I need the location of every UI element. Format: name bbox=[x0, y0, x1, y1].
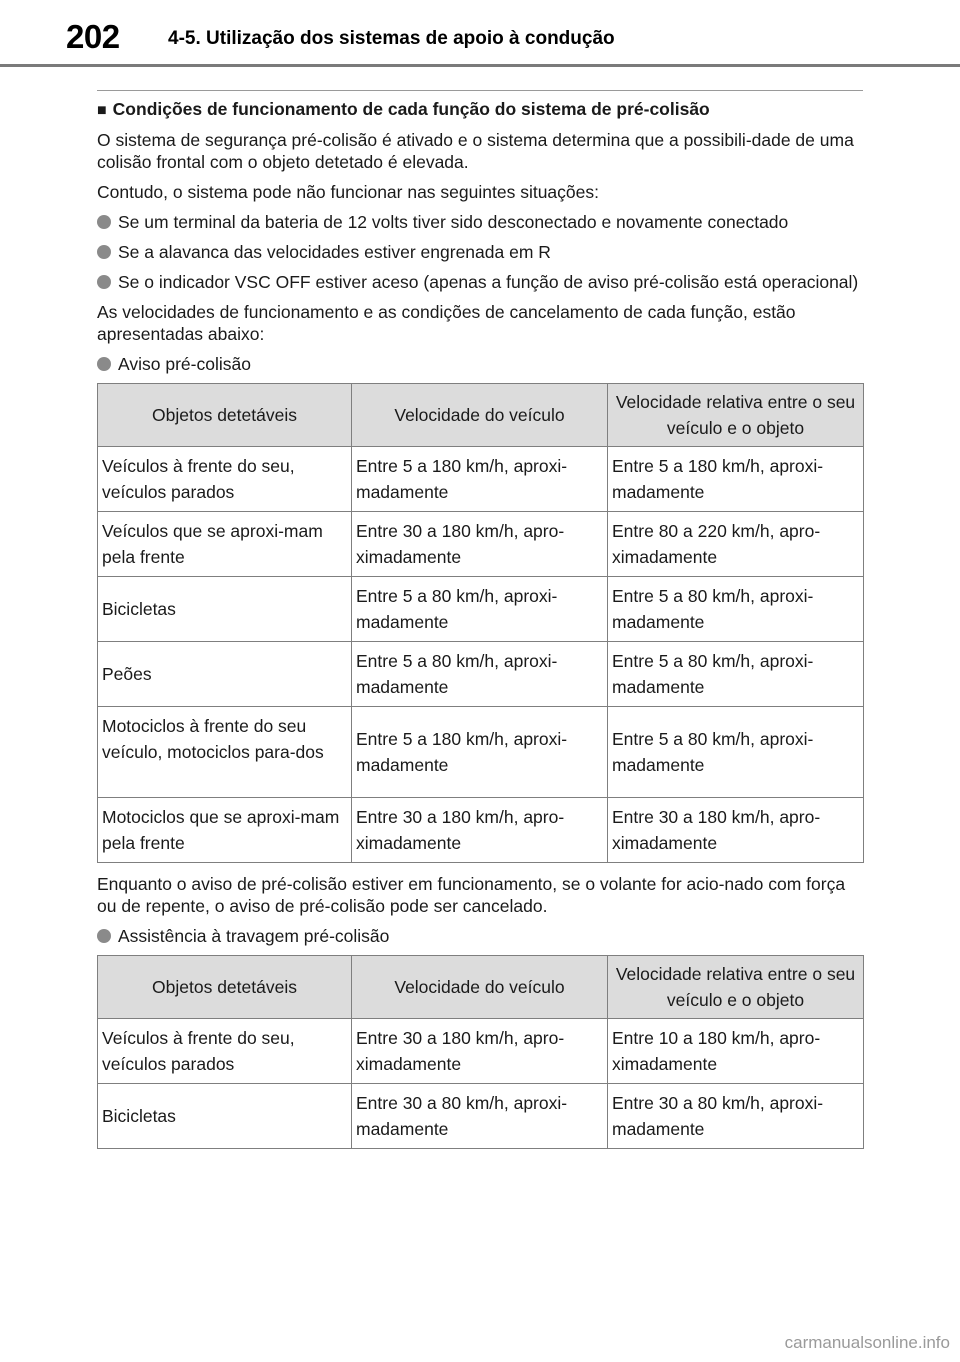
page-header bbox=[0, 0, 960, 70]
warning-table bbox=[97, 383, 864, 863]
column-header: Velocidade relativa entre o seu veículo e o objeto bbox=[608, 956, 864, 1019]
table-cell: Entre 10 a 180 km/h, apro-ximadamente bbox=[608, 1019, 864, 1084]
page-content bbox=[97, 97, 863, 1159]
table-cell: Entre 5 a 80 km/h, aproxi-madamente bbox=[608, 577, 864, 642]
table-cell: Entre 5 a 180 km/h, aproxi-madamente bbox=[352, 707, 608, 798]
table-cell: Veículos à frente do seu, veículos parados bbox=[98, 447, 352, 512]
table-cell: Entre 30 a 80 km/h, aproxi-madamente bbox=[608, 1084, 864, 1149]
table-cell: Entre 5 a 180 km/h, aproxi-madamente bbox=[352, 447, 608, 512]
table-cell: Motociclos que se aproxi-mam pela frente bbox=[98, 798, 352, 863]
table-cell: Veículos que se aproxi-mam pela frente bbox=[98, 512, 352, 577]
bullet-dot-icon bbox=[97, 357, 111, 371]
watermark: carmanualsonline.info bbox=[784, 1333, 950, 1352]
table-row bbox=[98, 447, 864, 512]
table-cell: Veículos à frente do seu, veículos parados bbox=[98, 1019, 352, 1084]
column-header: Objetos detetáveis bbox=[98, 384, 352, 447]
table-cell: Entre 30 a 180 km/h, apro-ximadamente bbox=[352, 1019, 608, 1084]
bullet-dot-icon bbox=[97, 245, 111, 259]
table-cell: Bicicletas bbox=[98, 577, 352, 642]
table-cell: Peões bbox=[98, 642, 352, 707]
table-cell: Motociclos à frente do seu veículo, motociclos para-dos bbox=[98, 707, 352, 798]
table-row bbox=[98, 1084, 864, 1149]
bullet-dot-icon bbox=[97, 929, 111, 943]
header-divider bbox=[0, 64, 960, 67]
column-header: Velocidade do veículo bbox=[352, 384, 608, 447]
table-cell: Entre 30 a 180 km/h, apro-ximadamente bbox=[352, 512, 608, 577]
subheading bbox=[97, 97, 863, 123]
page-number: 202 bbox=[66, 18, 120, 55]
subheading-text: Condições de funcionamento de cada função do sistema de pré-colisão bbox=[112, 99, 710, 119]
content-divider bbox=[97, 90, 863, 91]
column-header: Velocidade relativa entre o seu veículo e o objeto bbox=[608, 384, 864, 447]
square-bullet-icon: ■ bbox=[97, 102, 107, 119]
table-row bbox=[98, 1019, 864, 1084]
list-item: Se um terminal da bateria de 12 volts tiver sido desconectado e novamente conectado bbox=[97, 211, 863, 233]
however-paragraph: Contudo, o sistema pode não funcionar nas seguintes situações: bbox=[97, 182, 599, 202]
warning-heading: Aviso pré-colisão bbox=[97, 353, 863, 375]
table-cell: Bicicletas bbox=[98, 1084, 352, 1149]
table-cell: Entre 5 a 80 km/h, aproxi-madamente bbox=[352, 642, 608, 707]
column-header: Objetos detetáveis bbox=[98, 956, 352, 1019]
table-row bbox=[98, 707, 864, 798]
table-cell: Entre 80 a 220 km/h, apro-ximadamente bbox=[608, 512, 864, 577]
list-item: Se o indicador VSC OFF estiver aceso (apenas a função de aviso pré-colisão está operacional) bbox=[97, 271, 863, 293]
table-cell: Entre 30 a 180 km/h, apro-ximadamente bbox=[608, 798, 864, 863]
table-header-row bbox=[98, 956, 864, 1019]
table-cell: Entre 30 a 80 km/h, aproxi-madamente bbox=[352, 1084, 608, 1149]
table-row bbox=[98, 642, 864, 707]
section-title: 4-5. Utilização dos sistemas de apoio à condução bbox=[168, 28, 615, 49]
speeds-intro-paragraph: As velocidades de funcionamento e as condições de cancelamento de cada função, estão apresentadas abaixo: bbox=[97, 302, 796, 344]
table-cell: Entre 5 a 80 km/h, aproxi-madamente bbox=[608, 707, 864, 798]
table-row bbox=[98, 577, 864, 642]
table-cell: Entre 5 a 80 km/h, aproxi-madamente bbox=[352, 577, 608, 642]
table-cell: Entre 5 a 80 km/h, aproxi-madamente bbox=[608, 642, 864, 707]
table-row bbox=[98, 512, 864, 577]
bullet-dot-icon bbox=[97, 215, 111, 229]
table-header-row bbox=[98, 384, 864, 447]
brake-heading: Assistência à travagem pré-colisão bbox=[97, 925, 863, 947]
bullet-dot-icon bbox=[97, 275, 111, 289]
table-cell: Entre 30 a 180 km/h, apro-ximadamente bbox=[352, 798, 608, 863]
column-header: Velocidade do veículo bbox=[352, 956, 608, 1019]
table-cell: Entre 5 a 180 km/h, aproxi-madamente bbox=[608, 447, 864, 512]
cancel-note-paragraph: Enquanto o aviso de pré-colisão estiver em funcionamento, se o volante for acio-nado com força ou de repente, o aviso de pré-colisão pode ser cancelado. bbox=[97, 874, 846, 916]
list-item: Se a alavanca das velocidades estiver engrenada em R bbox=[97, 241, 863, 263]
intro-paragraph: O sistema de segurança pré-colisão é ativado e o sistema determina que a possibili-dade de uma colisão frontal com o objeto detetado é elevada. bbox=[97, 130, 854, 172]
brake-table bbox=[97, 955, 864, 1149]
table-row bbox=[98, 798, 864, 863]
